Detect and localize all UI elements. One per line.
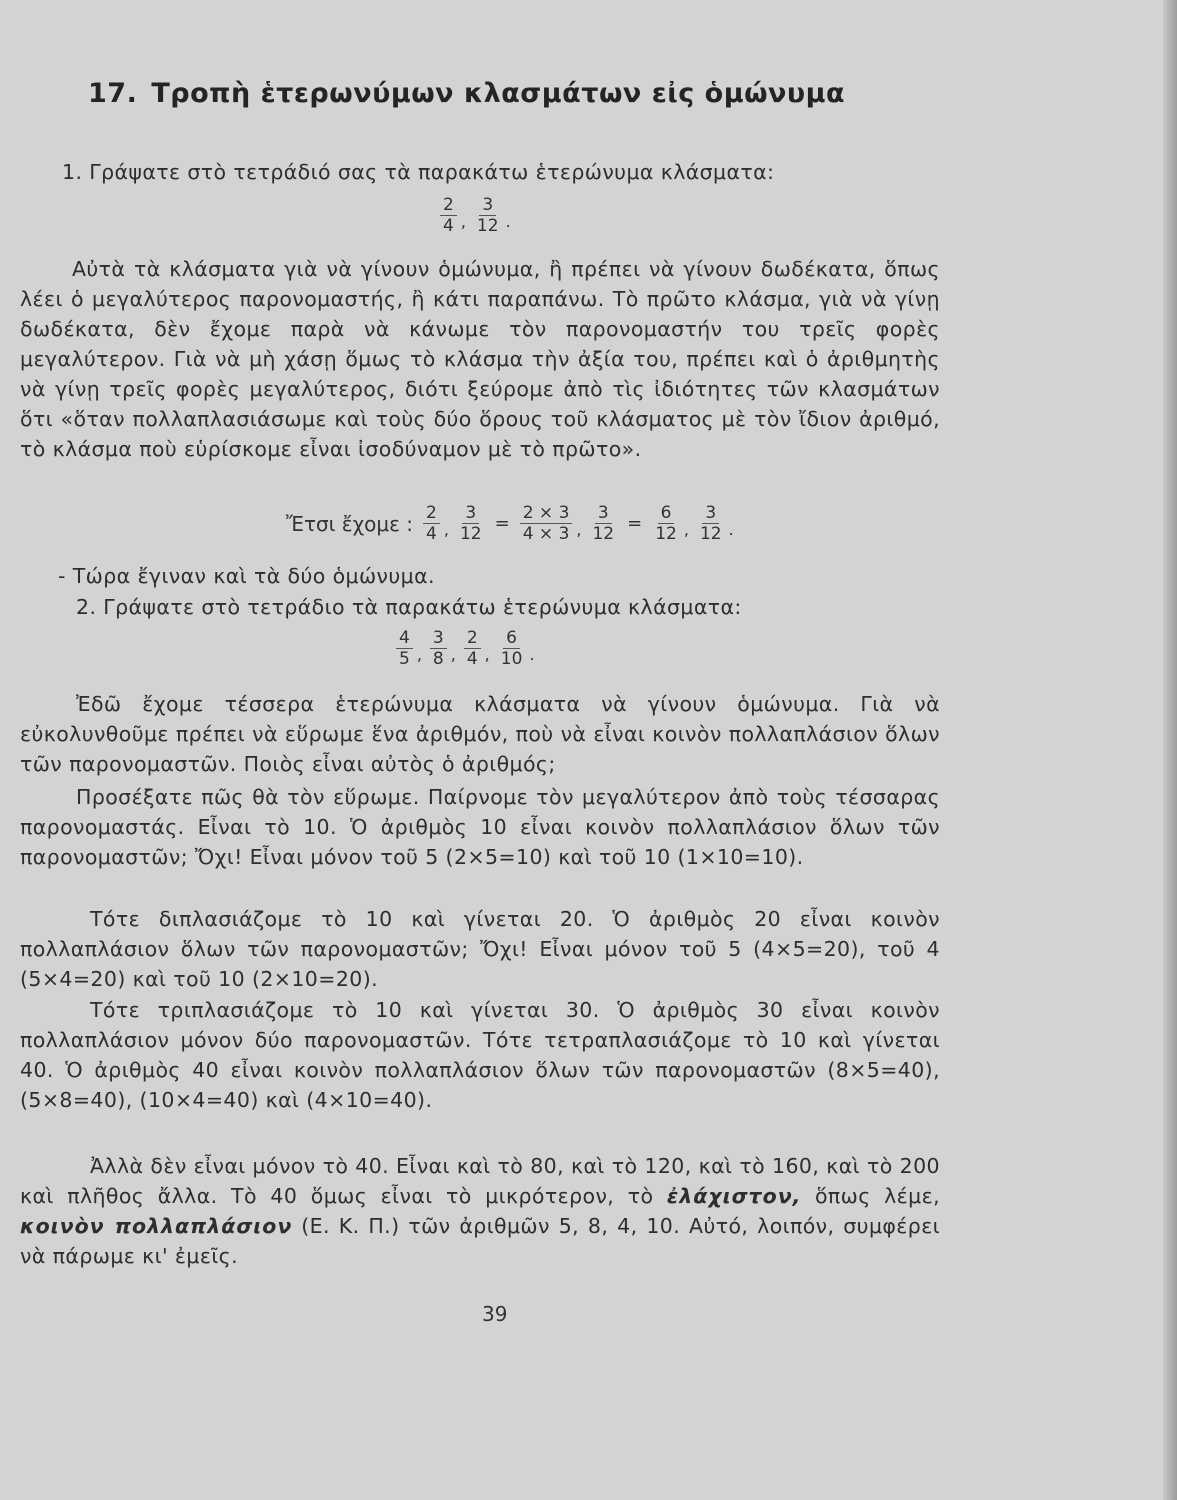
paragraph-2: Ἐδῶ ἔχομε τέσσερα ἑτερώνυμα κλάσματα νὰ γίνουν ὁμώνυμα. Γιὰ νὰ εὐκολυνθοῦμε πρέπει νὰ εὕρωμε ἕνα ἀριθμόν, ποὺ νὰ εἶναι κοινὸν πολλαπλάσιον ὅλων τῶν παρονομαστῶν. Ποιὸς εἶναι αὐτὸς ὁ ἀριθμός; [20, 692, 940, 776]
paragraph-1: Αὐτὰ τὰ κλάσματα γιὰ νὰ γίνουν ὁμώνυμα, ἢ πρέπει νὰ γίνουν δωδέκατα, ὅπως λέει ὁ μεγαλύτερος παρονομαστής, ἢ κάτι παραπάνω. Τὸ πρῶτο κλάσμα, γιὰ νὰ γίνῃ δωδέκατα, δὲν ἔχομε παρὰ νὰ κάνωμε τὸν παρονομαστήν του τρεῖς φορὲς μεγαλύτερον. Γιὰ νὰ μὴ χάσῃ ὅμως τὸ κλάσμα τὴν ἀξία του, πρέπει καὶ ὁ ἀριθμητὴς νὰ γίνῃ τρεῖς φορὲς μεγαλύτερος, διότι ξεύρομε ἀπὸ τὶς ἰδιότητες τῶν κλασμάτων ὅτι «ὅταν πολλαπλασιάσωμε καὶ τοὺς δύο ὅρους τοῦ κλάσματος μὲ τὸν ἴδιον ἀριθμό, τὸ κλάσμα ποὺ εὑρίσκομε εἶναι ἰσοδύναμον μὲ τὸ πρῶτο». [20, 257, 940, 461]
exercise-1-fractions: $\frac{2}{4}$ , $\frac{3}{12}$ . [436, 196, 515, 235]
equation-label: Ἔτσι ἔχομε : [286, 511, 414, 536]
emphasis-common-multiple: κοινὸν πολλαπλάσιον [20, 1214, 293, 1238]
fraction: $\frac{3}{12}$ [476, 195, 499, 236]
emphasis-least: ἐλάχιστον, [666, 1184, 802, 1208]
exercise-1-instruction: 1. Γράψατε στὸ τετράδιό σας τὰ παρακάτω ἑτερώνυμα κλάσματα: [62, 160, 775, 184]
page-number: 39 [482, 1302, 508, 1326]
paragraph-6 [20, 1151, 940, 1271]
paragraph-6-text: ὅπως λέμε, [814, 1184, 940, 1208]
fraction: $\frac{3}{12}$ [699, 503, 722, 544]
section-title [88, 78, 845, 109]
now-same-denominator-line: - Τώρα ἔγιναν καὶ τὰ δύο ὁμώνυμα. [58, 564, 435, 588]
paragraph-4: Τότε διπλασιάζομε τὸ 10 καὶ γίνεται 20. Ὁ ἀριθμὸς 20 εἶναι κοινὸν πολλαπλάσιον ὅλων τῶν παρονομαστῶν; Ὄχι! Εἶναι μόνον τοῦ 5 (4×5=20), τοῦ 4 (5×4=20) καὶ τοῦ 10 (2×10=20). [20, 907, 940, 991]
fraction: $\frac{6}{10}$ [500, 628, 523, 669]
equals-sign: = [494, 513, 510, 534]
fraction: $\frac{6}{12}$ [655, 503, 677, 544]
equation-row: Ἔτσι ἔχομε : $\frac{2}{4}$ , $\frac{3}{12}$ = $\frac{2 \times 3}{4 \times 3}$ , $\frac{3}{12}$ = $\frac{6}{12}$ , $\frac{3}{12}$ . [286, 503, 734, 544]
equals-sign: = [627, 513, 643, 534]
paragraph-3: Προσέξατε πῶς θὰ τὸν εὕρωμε. Παίρνομε τὸν μεγαλύτερον ἀπὸ τοὺς τέσσαρας παρονομαστάς. Εἶναι τὸ 10. Ὁ ἀριθμὸς 10 εἶναι κοινὸν πολλαπλάσιον ὅλων τῶν παρονομαστῶν; Ὄχι! Εἶναι μόνον τοῦ 5 (2×5=10) καὶ τοῦ 10 (1×10=10). [20, 785, 940, 869]
fraction: $\frac{2}{4}$ [423, 504, 440, 543]
section-title-text: Τροπὴ ἑτερωνύμων κλασμάτων εἰς ὁμώνυμα [151, 78, 846, 109]
fraction: $\frac{4}{5}$ [396, 629, 413, 668]
exercise-2-instruction: 2. Γράψατε στὸ τετράδιο τὰ παρακάτω ἑτερώνυμα κλάσματα: [76, 595, 742, 619]
section-number: 17. [88, 78, 138, 109]
fraction: $\frac{2}{4}$ [440, 196, 457, 235]
exercise-2-fractions: $\frac{4}{5}$ , $\frac{3}{8}$ , $\frac{2}{4}$ , $\frac{6}{10}$ . [392, 629, 539, 668]
paragraph-5: Τότε τριπλασιάζομε τὸ 10 καὶ γίνεται 30. Ὁ ἀριθμὸς 30 εἶναι κοινὸν πολλαπλάσιον μόνον δύο παρονομαστῶν. Τότε τετραπλασιάζομε τὸ 10 καὶ γίνεται 40. Ὁ ἀριθμὸς 40 εἶναι κοινὸν πολλαπλάσιον ὅλων τῶν παρονομαστῶν (8×5=40), (5×8=40), (10×4=40) καὶ (4×10=40). [20, 998, 940, 1112]
fraction: $\frac{2 \times 3}{4 \times 3}$ [520, 504, 573, 543]
fraction: $\frac{3}{8}$ [430, 629, 447, 668]
paragraph-6-text: Ἀλλὰ δὲν εἶναι μόνον τὸ 40. Εἶναι καὶ τὸ 80, καὶ τὸ 120, καὶ τὸ 160, καὶ τὸ 200 καὶ πλῆθος ἄλλα. Τὸ 40 ὅμως εἶναι τὸ μικρότερον, τὸ [20, 1154, 940, 1208]
page-edge-shadow [1163, 0, 1177, 1500]
fraction: $\frac{3}{12}$ [592, 503, 615, 544]
fraction: $\frac{2}{4}$ [464, 629, 481, 668]
paragraph-6-text: (Ε. Κ. Π.) τῶν ἀριθμῶν 5, 8, 4, 10. Αὐτό, λοιπόν, συμφέρει νὰ πάρωμε κι' ἐμεῖς. [20, 1214, 941, 1268]
fraction: $\frac{3}{12}$ [459, 503, 482, 544]
